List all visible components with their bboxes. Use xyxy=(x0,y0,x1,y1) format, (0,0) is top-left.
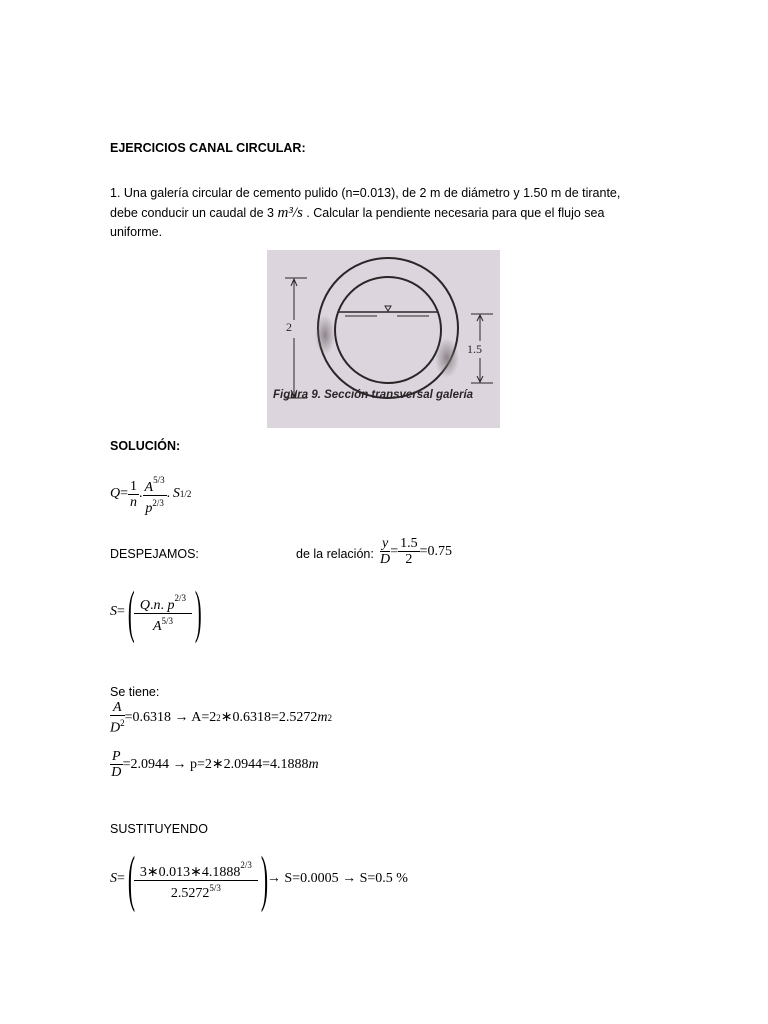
despejamos-label: DESPEJAMOS: xyxy=(110,547,199,561)
final-result: → S=0.0005 → S=0.5 % xyxy=(266,871,408,886)
relation-label: de la relación: xyxy=(296,547,374,561)
cross-section-figure xyxy=(267,250,500,428)
water-level-icon xyxy=(385,306,391,311)
relation-equation: $\frac{y}{D}$ = $\frac{1.5}{2}$ =0.75 xyxy=(380,536,453,567)
problem-line-1: 1. Una galería circular de cemento pulido (n=0.013), de 2 m de diámetro y 1.50 m de tirante, xyxy=(110,186,621,200)
diameter-label: 2 xyxy=(286,320,292,334)
slope-formula: S = ( $\frac{Q.n. p^{2/3}}{A^{5/3}}$ ) xyxy=(110,579,202,644)
depth-label: 1.5 xyxy=(467,342,482,356)
page-heading: EJERCICIOS CANAL CIRCULAR: xyxy=(110,141,306,155)
cross-section-diagram xyxy=(267,250,500,428)
manning-equation: Q = $\frac{1}{n}$ . $\frac{A^{5/3}}{p^{2/3}}$ . S 1/2 xyxy=(110,474,192,516)
problem-line-3: uniforme. xyxy=(110,225,163,239)
problem-line-2-start: debe conducir un caudal de 3 xyxy=(110,206,275,220)
area-equation: $\frac{A}{D^2}$ =0.6318 → A=2 2 ∗0.6318=2.5272 m 2 xyxy=(110,700,333,736)
sustituyendo-label: SUSTITUYENDO xyxy=(110,822,208,836)
flow-unit: m³/s xyxy=(277,205,303,221)
problem-line-2-end: . Calcular la pendiente necesaria para que el flujo sea xyxy=(306,206,605,220)
final-equation: S = ( $\frac{3∗0.013∗4.1888^{2/3}}{2.5272^{5/3}}$ ) → S=0.0005 → S=0.5 % xyxy=(110,845,408,913)
problem-line-2 xyxy=(110,204,604,223)
solution-label: SOLUCIÓN: xyxy=(110,439,181,453)
outer-wall-circle xyxy=(318,258,458,398)
inner-wall-circle xyxy=(335,277,441,383)
perimeter-equation: $\frac{P}{D}$ =2.0944 → p=2∗2.0944=4.1888 m xyxy=(111,749,319,780)
figure-caption: Figura 9. Sección transversal galería xyxy=(273,389,474,401)
se-tiene-label: Se tiene: xyxy=(110,685,160,699)
